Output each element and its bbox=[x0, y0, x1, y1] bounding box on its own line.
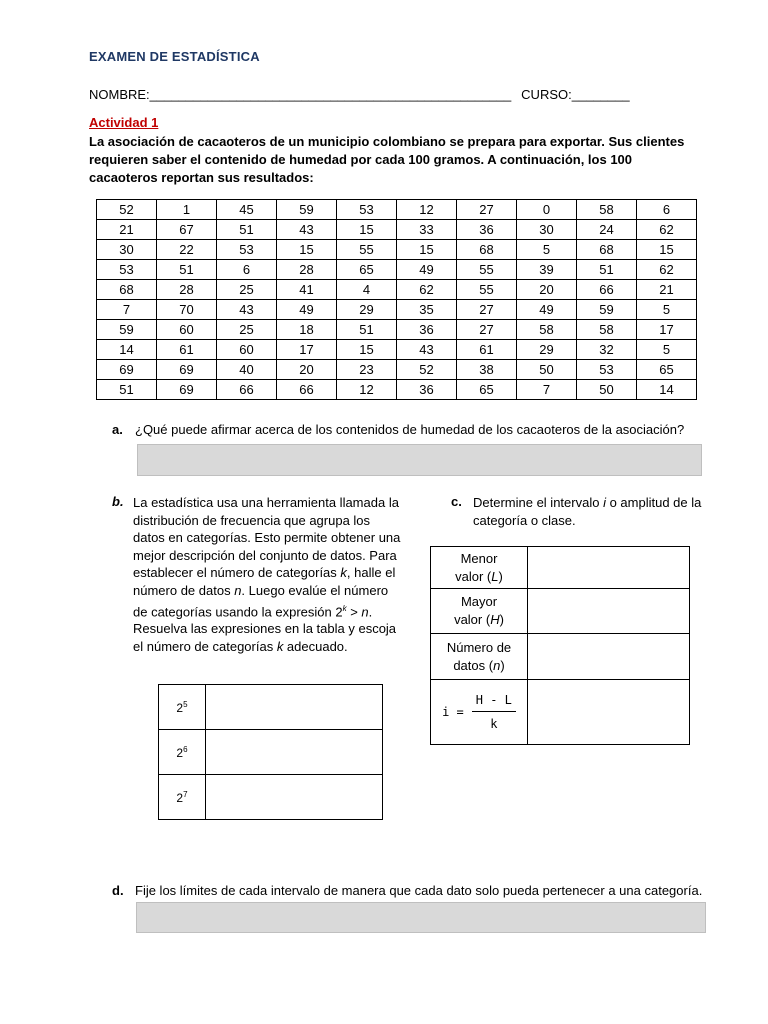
power-answer-cell[interactable] bbox=[206, 775, 383, 820]
table-cell: 60 bbox=[157, 320, 217, 340]
table-cell: 58 bbox=[517, 320, 577, 340]
table-cell: 30 bbox=[97, 240, 157, 260]
power-label: $2^5$ bbox=[159, 685, 206, 730]
table-cell: 51 bbox=[337, 320, 397, 340]
table-cell: 30 bbox=[517, 220, 577, 240]
table-row bbox=[97, 280, 697, 300]
table-cell: 15 bbox=[337, 220, 397, 240]
table-cell: 53 bbox=[97, 260, 157, 280]
table-cell: 51 bbox=[217, 220, 277, 240]
exam-title: EXAMEN DE ESTADÍSTICA bbox=[89, 49, 260, 64]
table-cell: 1 bbox=[157, 200, 217, 220]
course-label: CURSO: bbox=[521, 87, 572, 102]
question-c-text: Determine el intervalo i o amplitud de la categoría o clase. bbox=[473, 495, 702, 528]
table-cell: 65 bbox=[457, 380, 517, 400]
question-a-letter: a. bbox=[112, 422, 123, 437]
table-cell: 55 bbox=[337, 240, 397, 260]
table-cell: 12 bbox=[337, 380, 397, 400]
power-answer-cell[interactable] bbox=[206, 730, 383, 775]
table-cell: 23 bbox=[337, 360, 397, 380]
table-cell: 32 bbox=[577, 340, 637, 360]
table-cell: 60 bbox=[217, 340, 277, 360]
power-label: $2^7$ bbox=[159, 775, 206, 820]
table-cell: 4 bbox=[337, 280, 397, 300]
question-c-letter: c. bbox=[451, 494, 462, 509]
table-cell: 49 bbox=[397, 260, 457, 280]
question-b-letter: b. bbox=[112, 494, 124, 509]
table-cell: 55 bbox=[457, 260, 517, 280]
table-cell: 69 bbox=[157, 360, 217, 380]
table-cell: 58 bbox=[577, 200, 637, 220]
table-cell: 14 bbox=[637, 380, 697, 400]
data-count-cell[interactable] bbox=[528, 634, 690, 680]
table-cell: 28 bbox=[277, 260, 337, 280]
table-cell: 28 bbox=[157, 280, 217, 300]
table-cell: 41 bbox=[277, 280, 337, 300]
table-cell: 62 bbox=[637, 220, 697, 240]
table-cell: 66 bbox=[577, 280, 637, 300]
table-cell: 17 bbox=[277, 340, 337, 360]
data-count-label: Número de datos (n) bbox=[431, 634, 528, 680]
table-row bbox=[97, 260, 697, 280]
table-cell: 20 bbox=[277, 360, 337, 380]
question-a-text: ¿Qué puede afirmar acerca de los contenidos de humedad de los cacaoteros de la asociación? bbox=[135, 422, 685, 437]
table-cell: 66 bbox=[277, 380, 337, 400]
table-cell: 5 bbox=[637, 300, 697, 320]
question-d-letter: d. bbox=[112, 883, 124, 898]
table-cell: 29 bbox=[517, 340, 577, 360]
table-cell: 68 bbox=[457, 240, 517, 260]
table-cell: 15 bbox=[337, 340, 397, 360]
table-cell: 21 bbox=[637, 280, 697, 300]
table-cell: 55 bbox=[457, 280, 517, 300]
table-cell: 17 bbox=[637, 320, 697, 340]
table-cell: 61 bbox=[457, 340, 517, 360]
table-cell: 67 bbox=[157, 220, 217, 240]
table-cell: 33 bbox=[397, 220, 457, 240]
table-cell: 69 bbox=[97, 360, 157, 380]
table-cell: 68 bbox=[97, 280, 157, 300]
table-row bbox=[97, 220, 697, 240]
table-cell: 25 bbox=[217, 280, 277, 300]
table-cell: 50 bbox=[517, 360, 577, 380]
question-b-text: La estadística usa una herramienta llamada la distribución de frecuencia que agrupa los datos en categorías. Esto permite obtener una mejor descripción del conjunto de datos. Para establecer el número de categorías k, halle el número de datos n. Luego evalúe el número de categorías usando la expresión $2^k > n$. Resuelva las expresiones en la tabla y escoja el número de categorías k adecuado. bbox=[133, 495, 401, 655]
table-cell: 6 bbox=[217, 260, 277, 280]
student-info-line bbox=[89, 87, 630, 102]
table-cell: 15 bbox=[397, 240, 457, 260]
table-cell: 7 bbox=[97, 300, 157, 320]
interval-formula: i = $\frac{H - L}{k}$ bbox=[431, 680, 528, 745]
table-cell: 35 bbox=[397, 300, 457, 320]
activity-intro: La asociación de cacaoteros de un municipio colombiano se prepara para exportar. Sus clientes requieren saber el contenido de humedad por cada 100 gramos. A continuación, los 100 cacaoteros reportan sus resultados: bbox=[89, 134, 685, 185]
powers-table bbox=[158, 684, 383, 820]
table-cell: 6 bbox=[637, 200, 697, 220]
table-cell: 53 bbox=[577, 360, 637, 380]
table-cell: 21 bbox=[97, 220, 157, 240]
table-cell: 66 bbox=[217, 380, 277, 400]
table-cell: 7 bbox=[517, 380, 577, 400]
table-row bbox=[97, 340, 697, 360]
table-cell: 52 bbox=[397, 360, 457, 380]
table-cell: 43 bbox=[397, 340, 457, 360]
table-cell: 12 bbox=[397, 200, 457, 220]
table-cell: 25 bbox=[217, 320, 277, 340]
table-cell: 15 bbox=[277, 240, 337, 260]
table-cell: 39 bbox=[517, 260, 577, 280]
interval-calc-table bbox=[430, 546, 690, 745]
table-cell: 45 bbox=[217, 200, 277, 220]
table-cell: 0 bbox=[517, 200, 577, 220]
table-row bbox=[97, 320, 697, 340]
table-cell: 36 bbox=[397, 380, 457, 400]
name-blank[interactable]: __________________________________________________ bbox=[149, 87, 512, 102]
table-cell: 18 bbox=[277, 320, 337, 340]
table-cell: 5 bbox=[517, 240, 577, 260]
table-cell: 65 bbox=[637, 360, 697, 380]
table-cell: 29 bbox=[337, 300, 397, 320]
table-cell: 62 bbox=[397, 280, 457, 300]
table-cell: 20 bbox=[517, 280, 577, 300]
table-cell: 58 bbox=[577, 320, 637, 340]
table-cell: 40 bbox=[217, 360, 277, 380]
table-row bbox=[97, 200, 697, 220]
table-cell: 70 bbox=[157, 300, 217, 320]
name-label: NOMBRE: bbox=[89, 87, 150, 102]
min-value-label: Menor valor (L) bbox=[431, 547, 528, 589]
table-cell: 65 bbox=[337, 260, 397, 280]
question-d-text: Fije los límites de cada intervalo de manera que cada dato solo pueda pertenecer a una categoría. bbox=[135, 883, 703, 898]
table-cell: 24 bbox=[577, 220, 637, 240]
table-cell: 52 bbox=[97, 200, 157, 220]
table-cell: 53 bbox=[217, 240, 277, 260]
table-cell: 22 bbox=[157, 240, 217, 260]
table-cell: 51 bbox=[97, 380, 157, 400]
power-label: $2^6$ bbox=[159, 730, 206, 775]
table-cell: 43 bbox=[217, 300, 277, 320]
answer-a-field[interactable] bbox=[137, 444, 702, 476]
interval-cell[interactable] bbox=[528, 680, 690, 745]
table-row bbox=[97, 380, 697, 400]
table-cell: 53 bbox=[337, 200, 397, 220]
table-cell: 49 bbox=[517, 300, 577, 320]
table-cell: 69 bbox=[157, 380, 217, 400]
table-cell: 27 bbox=[457, 300, 517, 320]
table-cell: 36 bbox=[397, 320, 457, 340]
table-cell: 27 bbox=[457, 200, 517, 220]
table-row bbox=[97, 360, 697, 380]
table-cell: 50 bbox=[577, 380, 637, 400]
table-cell: 59 bbox=[277, 200, 337, 220]
table-cell: 59 bbox=[97, 320, 157, 340]
activity-title: Actividad 1 bbox=[89, 115, 159, 130]
table-cell: 14 bbox=[97, 340, 157, 360]
power-answer-cell[interactable] bbox=[206, 685, 383, 730]
table-cell: 61 bbox=[157, 340, 217, 360]
table-row bbox=[97, 240, 697, 260]
course-blank[interactable]: ________ bbox=[571, 87, 630, 102]
answer-d-field[interactable] bbox=[136, 902, 706, 933]
max-value-label: Mayor valor (H) bbox=[431, 589, 528, 634]
table-row bbox=[97, 300, 697, 320]
table-cell: 43 bbox=[277, 220, 337, 240]
max-value-cell[interactable] bbox=[528, 589, 690, 634]
table-cell: 51 bbox=[577, 260, 637, 280]
table-cell: 49 bbox=[277, 300, 337, 320]
humidity-data-table bbox=[96, 199, 697, 400]
table-cell: 59 bbox=[577, 300, 637, 320]
table-cell: 5 bbox=[637, 340, 697, 360]
table-cell: 36 bbox=[457, 220, 517, 240]
table-cell: 51 bbox=[157, 260, 217, 280]
table-cell: 68 bbox=[577, 240, 637, 260]
table-cell: 62 bbox=[637, 260, 697, 280]
min-value-cell[interactable] bbox=[528, 547, 690, 589]
table-cell: 27 bbox=[457, 320, 517, 340]
table-cell: 15 bbox=[637, 240, 697, 260]
table-cell: 38 bbox=[457, 360, 517, 380]
